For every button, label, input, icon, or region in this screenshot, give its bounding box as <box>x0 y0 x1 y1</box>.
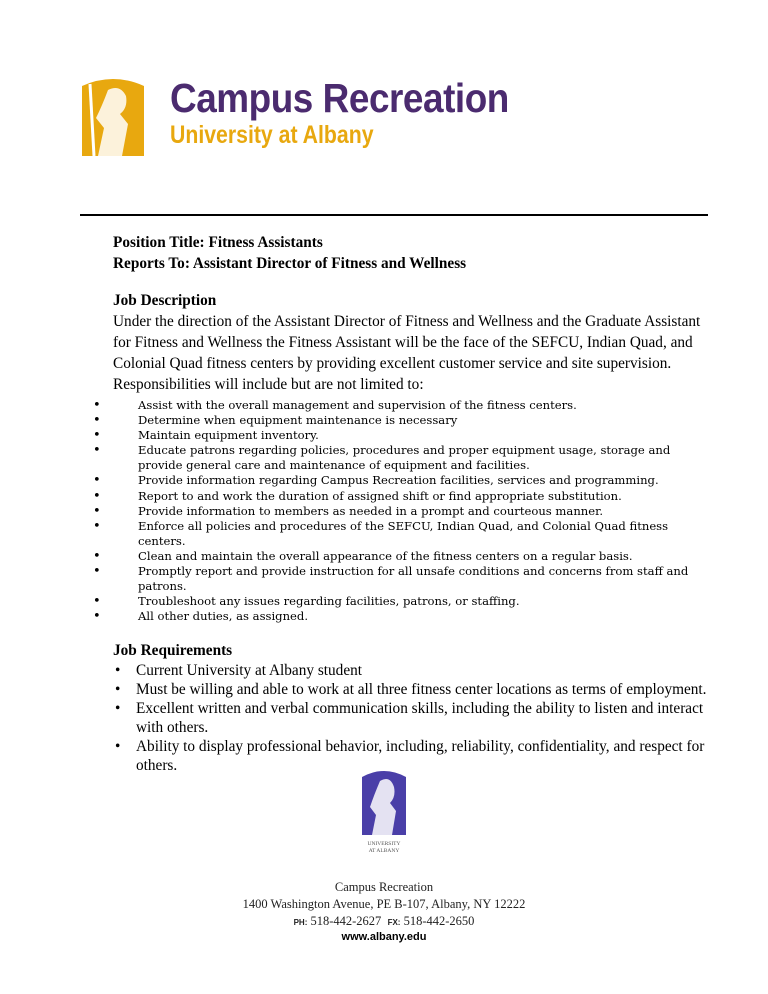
list-item: • Promptly report and provide instruction for all unsafe conditions and concerns from staff and patrons. <box>113 564 713 594</box>
list-item: • Current University at Albany student <box>113 661 713 680</box>
fax: 518-442-2650 <box>403 914 475 928</box>
svg-text:AT ALBANY: AT ALBANY <box>368 848 400 854</box>
footer <box>0 765 768 943</box>
list-item: • Provide information regarding Campus Recreation facilities, services and programming. <box>113 473 713 488</box>
header-divider <box>80 214 708 216</box>
list-item: • Maintain equipment inventory. <box>113 428 713 443</box>
job-description-heading: Job Description <box>113 292 217 309</box>
list-item: • Provide information to members as needed in a prompt and courteous manner. <box>113 504 713 519</box>
job-requirements-heading: Job Requirements <box>113 642 233 660</box>
position-title: Position Title: Fitness Assistants <box>113 234 323 251</box>
logo-title: Campus Recreation <box>170 75 509 121</box>
footer-address: 1400 Washington Avenue, PE B-107, Albany, NY 12222 <box>242 897 526 911</box>
list-item: • Enforce all policies and procedures of the SEFCU, Indian Quad, and Colonial Quad fitness centers. <box>113 519 713 549</box>
job-posting <box>113 232 713 775</box>
list-item: • Assist with the overall management and supervision of the fitness centers. <box>113 398 713 413</box>
website-link[interactable]: www.albany.edu <box>341 931 427 943</box>
footer-phone-fax: PH: 518-442-2627 FX: 518-442-2650 <box>293 914 475 928</box>
seal-text: UNIVERSITY <box>367 841 401 847</box>
job-description-intro: Under the direction of the Assistant Director of Fitness and Wellness and the Graduate Assistant for Fitness and Wellness the Fitness Assistant will be the face of the SEFCU, Indian Quad, and Colonial Quad fitness centers by providing excellent customer service and site supervision. Responsibilities will include but are not limited to: <box>113 313 701 393</box>
list-item: • Clean and maintain the overall appearance of the fitness centers on a regular basis. <box>113 549 713 564</box>
list-item: • Educate patrons regarding policies, procedures and proper equipment usage, storage and provide general care and maintenance of equipment and facilities. <box>113 443 713 473</box>
list-item: • Ability to display professional behavior, including, reliability, confidentiality, and respect for others. <box>113 737 713 775</box>
list-item: • All other duties, as assigned. <box>113 609 713 624</box>
university-seal-icon <box>354 765 414 860</box>
list-item: • Troubleshoot any issues regarding facilities, patrons, or staffing. <box>113 594 713 609</box>
duties-list <box>113 398 713 624</box>
requirements-list <box>113 661 713 775</box>
list-item: • Excellent written and verbal communication skills, including the ability to listen and interact with others. <box>113 699 713 737</box>
minerva-statue-icon <box>78 76 148 156</box>
list-item: • Must be willing and able to work at all three fitness center locations as terms of employment. <box>113 680 713 699</box>
phone: 518-442-2627 <box>310 914 382 928</box>
footer-org: Campus Recreation <box>334 880 434 894</box>
logo-subtitle: University at Albany <box>170 121 374 149</box>
list-item: • Determine when equipment maintenance is necessary <box>113 413 713 428</box>
campus-recreation-logo <box>78 76 547 156</box>
list-item: • Report to and work the duration of assigned shift or find appropriate substitution. <box>113 489 713 504</box>
reports-to: Reports To: Assistant Director of Fitness and Wellness <box>113 255 467 272</box>
